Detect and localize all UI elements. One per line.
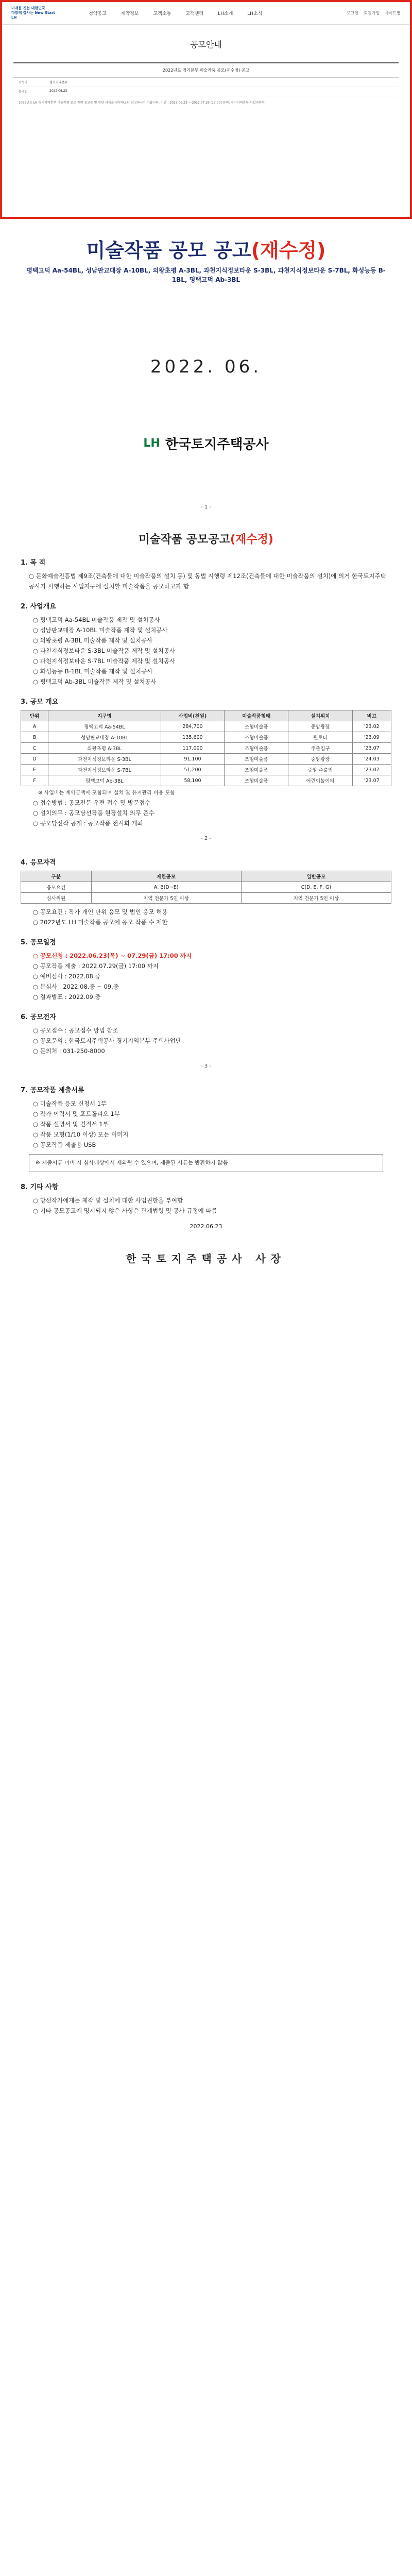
table-row	[21, 754, 391, 765]
table-cell: 지역 전문가 5인 이상	[91, 893, 241, 904]
table-cell: 51,200	[161, 765, 224, 775]
table-cell: '23.07	[352, 765, 391, 775]
table-cell: B	[21, 732, 48, 743]
doc-title-main: 미술작품 공모공고	[139, 533, 230, 546]
table-cell: 주출입구	[288, 743, 352, 754]
nav-item-6[interactable]: LH소식	[247, 11, 263, 16]
list-item: ○ 문의처 : 031-250-8000	[33, 1047, 105, 1055]
col-header: 지구명	[48, 710, 161, 721]
col-header: 구분	[21, 871, 92, 882]
nav-item-2[interactable]: 계약정보	[121, 11, 139, 16]
list-item: ○ 당선작가에게는 제작 및 설치에 대한 사업권한을 부여함	[33, 1197, 183, 1204]
table-row	[21, 765, 391, 775]
notice-box: ※ 제출서류 미비 시 심사대상에서 제외될 수 있으며, 제출된 서류는 반환하지 않음	[29, 1154, 383, 1172]
section-1-text: ○ 문화예술진흥법 제9조(건축물에 대한 미술작품의 설치 등) 및 동법 시행령 제12조(건축물에 대한 미술작품의 설치)에 의거 한국토지주택공사가 시행하는 사업지구에 설치할 미술작품을 공모하고자 함	[29, 572, 386, 590]
table-row	[21, 743, 391, 754]
list-item: ○ 성남판교대장 A-10BL 미술작품 제작 및 설치공사	[33, 626, 168, 634]
table-cell: 중앙 주출입	[288, 765, 352, 775]
nav-item-5[interactable]: LH소개	[218, 11, 233, 16]
table-cell: A, B(D~E)	[91, 882, 241, 893]
page-number: - 3 -	[201, 1063, 211, 1069]
table-cell: '23.07	[352, 743, 391, 754]
table-cell: 평택고덕 Aa-54BL	[48, 721, 161, 732]
list-item: ○ 평택고덕 Aa-54BL 미술작품 제작 및 설치공사	[33, 616, 160, 623]
section-5-heading: 5. 공모일정	[21, 939, 56, 946]
col-header: 설치위치	[288, 710, 352, 721]
list-item: ○ 본심사 : 2022.08.중 ~ 09.중	[33, 983, 119, 990]
meta-key: 작성자	[19, 81, 28, 84]
issue-date: 2022.06.23	[190, 1223, 222, 1230]
table-cell: 조형미술품	[225, 732, 288, 743]
meta-author	[13, 78, 399, 87]
table-cell: 117,000	[161, 743, 224, 754]
list-item: ○ 예비심사 : 2022.08.중	[33, 973, 101, 980]
table-cell: 조형미술품	[225, 765, 288, 775]
table-cell: 284,700	[161, 721, 224, 732]
table-cell: F	[21, 775, 48, 786]
list-item: ○ 결과발표 : 2022.09.중	[33, 993, 101, 1001]
logo-line1: 미래를 짓는 대한민국	[11, 6, 45, 10]
table-cell: 91,100	[161, 754, 224, 765]
list-item: ○ 작품 설명서 및 견적서 1부	[33, 1121, 109, 1128]
table-cell: E	[21, 765, 48, 775]
meta-value: 2022.06.23	[49, 89, 67, 93]
document-body	[0, 531, 412, 1265]
col-header: 미술작품형태	[225, 710, 288, 721]
table-header-row	[21, 710, 391, 721]
list-item: ○ 작가 이력서 및 포트폴리오 1부	[33, 1110, 120, 1117]
table-cell: 성남판교대장 A-10BL	[48, 732, 161, 743]
table-header-row	[21, 871, 391, 882]
meta-value: 경기지역본부	[49, 81, 67, 84]
eligibility-table-body	[21, 882, 391, 904]
table-cell: '23.09	[352, 732, 391, 743]
col-header: 사업비(천원)	[161, 710, 224, 721]
nav-item-4[interactable]: 고객센터	[185, 11, 204, 16]
util-menu	[347, 10, 401, 16]
table-row	[21, 721, 391, 732]
table-cell: '24.03	[352, 754, 391, 765]
eligibility-table	[21, 871, 391, 904]
poster-title-mark: (재수정)	[251, 239, 326, 262]
notice-detail	[13, 62, 399, 110]
list-item: ○ 미술작품 응모 신청서 1부	[33, 1100, 107, 1107]
table-cell: 지역 전문가 5인 이상	[241, 893, 391, 904]
list-item: ○ 공모요건 : 작가 개인 단위 응모 및 법인 응모 허용	[33, 908, 168, 916]
section-4-heading: 4. 응모자격	[21, 859, 56, 867]
table-cell: 조형미술품	[225, 743, 288, 754]
table-cell: 필로티	[288, 732, 352, 743]
table-cell: 의왕초평 A-3BL	[48, 743, 161, 754]
poster-title	[0, 234, 412, 263]
nav-item-1[interactable]: 청약공고	[89, 11, 107, 16]
section-8-heading: 8. 기타 사항	[21, 1183, 59, 1191]
poster-title-main: 미술작품 공모 공고	[86, 239, 251, 262]
lh-logo[interactable]	[11, 6, 58, 20]
table-cell: 조형미술품	[225, 721, 288, 732]
col-header: 단위	[21, 710, 48, 721]
table-row	[21, 775, 391, 786]
logo-line2: 다함께 잘사는 New Start LH	[11, 11, 55, 20]
table-cell: 과천지식정보타운 S-7BL	[48, 765, 161, 775]
table-cell: C(D, E, F, G)	[241, 882, 391, 893]
table-cell: 135,600	[161, 732, 224, 743]
table-cell: C	[21, 743, 48, 754]
list-item: ○ 의왕초평 A-3BL 미술작품 제작 및 설치공사	[33, 637, 152, 644]
list-item: ○ 접수방법 : 공모전문 우편 접수 및 방문접수	[33, 799, 151, 806]
table-cell: 중앙광장	[288, 754, 352, 765]
table-note: ※ 사업비는 계약금액에 포함되며 설치 및 유지관리 비용 포함	[38, 790, 175, 796]
table-cell: 조형미술품	[225, 775, 288, 786]
section-3-heading: 3. 공모 개요	[21, 698, 59, 706]
table-cell: 58,100	[161, 775, 224, 786]
poster-subtitle: 평택고덕 Aa-54BL, 성남판교대장 A-10BL, 의왕초평 A-3BL, 과천지식정보타운 S-3BL, 과천지식정보타운 S-7BL, 화성능동 B-1BL, 평택고덕 Ab-3BL	[26, 267, 386, 283]
signature: 한국토지주택공사 사장	[126, 1252, 286, 1265]
section-1-heading: 1. 목 적	[21, 559, 46, 567]
sitemap-link[interactable]: 사이트맵	[385, 11, 401, 15]
table-cell: 평택고덕 Ab-3BL	[48, 775, 161, 786]
table-cell: 어린이놀이터	[288, 775, 352, 786]
site-header	[2, 2, 410, 25]
contest-table-body	[21, 721, 391, 786]
table-cell: '23.07	[352, 775, 391, 786]
table-cell: '23.02	[352, 721, 391, 732]
list-item: ○ 과천지식정보타운 S-3BL 미술작품 제작 및 설치공사	[33, 647, 176, 654]
list-item: ○ 공모문의 : 한국토지주택공사 경기지역본부 주택사업단	[33, 1037, 181, 1044]
table-row	[21, 882, 391, 893]
signup-link[interactable]: 회원가입	[364, 11, 380, 15]
nav-item-3[interactable]: 고객소통	[153, 11, 171, 16]
notice-title: 공모안내	[190, 40, 222, 49]
list-item: ○ 2022년도 LH 미술작품 공모에 응모 작품 수 제한	[33, 919, 168, 926]
notice-page-frame	[0, 0, 412, 219]
list-item: ○ 화성능동 B-1BL 미술작품 제작 및 설치공사	[33, 668, 153, 675]
list-item: ○ 공모신청 : 2022.06.23(목) ~ 07.29(금) 17:00 까지	[33, 952, 192, 959]
col-header: 제한공모	[91, 871, 241, 882]
list-item: ○ 설치의무 : 공모당선작품 현장설치 의무 준수	[33, 809, 154, 817]
poster-date: 2022. 06.	[150, 357, 262, 377]
list-item: ○ 공모접수 : 공모접수 방법 참조	[33, 1027, 118, 1034]
notice-body: 2022년도 LH 경기지역본부 미술작품 공모 관련 공고문 및 관련 서식을 첨부하오니 참고하시기 바랍니다. 기간 : 2022.06.23 ~ 2022.07.29 (17:00) 문의: 경기지역본부 사업지원부	[19, 101, 265, 105]
list-item: ○ 과천지식정보타운 S-7BL 미술작품 제작 및 설치공사	[33, 657, 176, 665]
section-2-heading: 2. 사업개요	[21, 603, 56, 611]
table-cell: A	[21, 721, 48, 732]
section-6-heading: 6. 공모전자	[21, 1013, 56, 1021]
meta-date	[13, 87, 399, 96]
corp-name: 한국토지주택공사	[165, 437, 269, 452]
col-header: 비고	[352, 710, 391, 721]
list-item: ○ 작품 모형(1/10 이상) 또는 이미지	[33, 1131, 129, 1138]
corp-block	[0, 434, 412, 453]
table-row	[21, 893, 391, 904]
table-cell: 심사위원	[21, 893, 92, 904]
meta-key: 등록일	[19, 90, 28, 94]
page-number: - 2 -	[201, 836, 211, 841]
doc-title-mark: (재수정)	[230, 533, 273, 546]
list-item: ○ 공모작품 제출용 USB	[33, 1141, 96, 1148]
notice-subject: 2022년도 경기본부 미술작품 공모(재수정) 공고	[13, 63, 399, 78]
section-7-heading: 7. 공모작품 제출서류	[21, 1087, 84, 1094]
list-item: ○ 평택고덕 Ab-3BL 미술작품 제작 및 설치공사	[33, 678, 157, 685]
col-header: 일반공모	[241, 871, 391, 882]
doc-title	[21, 531, 391, 547]
contest-table	[21, 710, 391, 786]
table-cell: 조형미술품	[225, 754, 288, 765]
list-item: ○ 공모당선작 공개 : 공모작품 전시회 개최	[33, 820, 143, 827]
login-link[interactable]: 로그인	[346, 11, 359, 15]
main-nav	[89, 10, 262, 16]
table-cell: 응모요건	[21, 882, 92, 893]
table-cell: D	[21, 754, 48, 765]
list-item: ○ 공모작품 제출 : 2022.07.29(금) 17:00 까지	[33, 962, 159, 970]
table-cell: 중앙광장	[288, 721, 352, 732]
page-number: - 1 -	[201, 504, 211, 510]
table-row	[21, 732, 391, 743]
table-cell: 과천지식정보타운 S-3BL	[48, 754, 161, 765]
list-item: ○ 기타 공모공고에 명시되지 않은 사항은 관계법령 및 공사 규정에 따름	[33, 1207, 217, 1214]
lh-symbol-icon: LH	[143, 437, 160, 450]
